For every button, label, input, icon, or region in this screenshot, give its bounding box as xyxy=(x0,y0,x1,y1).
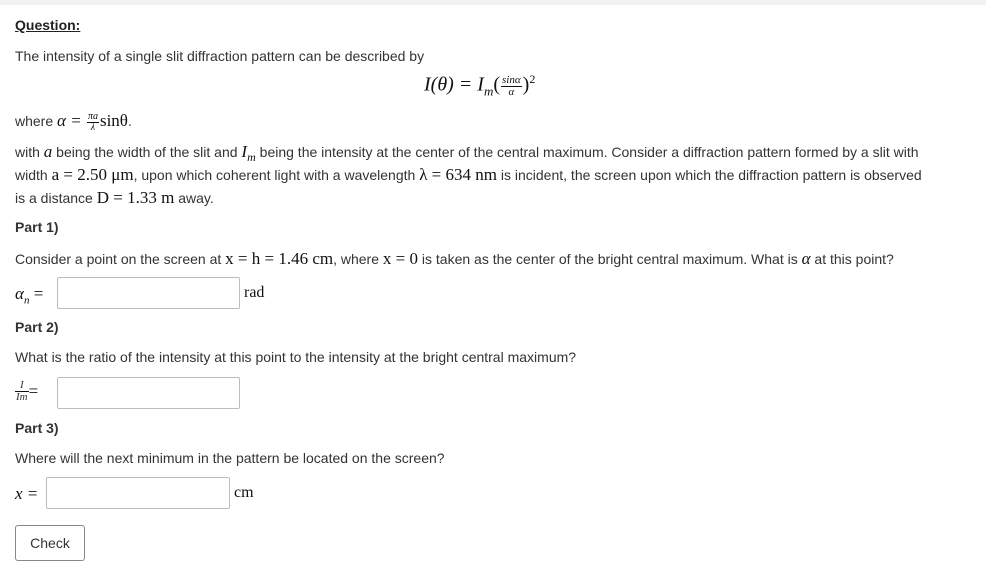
intensity-formula xyxy=(424,72,535,100)
text: width xyxy=(15,167,52,183)
part1-answer-input[interactable] xyxy=(57,277,240,309)
math-x-eq: x = h = 1.46 cm xyxy=(225,249,334,268)
math-im: I xyxy=(241,142,248,161)
where-num: πa xyxy=(87,110,98,122)
formula-exp: 2 xyxy=(529,72,536,86)
alpha-symbol: α xyxy=(15,284,24,303)
formula-sub: m xyxy=(483,83,494,99)
text: is taken as the center of the bright central maximum. What is xyxy=(418,251,802,267)
equals: = xyxy=(28,381,39,401)
part3-question: Where will the next minimum in the pattern be located on the screen? xyxy=(15,450,445,466)
part1-lhs xyxy=(15,284,43,306)
math-a-eq: a = 2.50 μm xyxy=(51,165,134,184)
formula-lhs: I(θ) = I xyxy=(424,73,484,96)
part1-question xyxy=(15,249,894,269)
formula-open: ( xyxy=(493,73,501,96)
ratio-den: Im xyxy=(16,391,28,403)
where-period: . xyxy=(127,113,132,129)
text: , upon which coherent light with a wavelength xyxy=(133,167,420,183)
where-fraction xyxy=(87,112,99,133)
part2-question: What is the ratio of the intensity at this point to the intensity at the bright central maximum? xyxy=(15,349,577,365)
where-alpha: α = xyxy=(57,111,86,130)
check-button[interactable]: Check xyxy=(15,525,85,561)
question-label: Question: xyxy=(15,17,81,33)
math-lambda-eq: λ = 634 nm xyxy=(419,165,497,184)
where-rest: sinθ xyxy=(99,111,128,130)
text: with xyxy=(15,144,44,160)
math-im-sub: m xyxy=(247,149,256,164)
math-x0: x = 0 xyxy=(382,249,418,268)
question-intro: The intensity of a single slit diffraction pattern can be described by xyxy=(15,48,425,64)
part3-unit: cm xyxy=(234,484,254,501)
text: is incident, the screen upon which the diffraction pattern is observed xyxy=(497,167,922,183)
text: being the intensity at the center of the central maximum. Consider a diffraction pattern formed by a slit with xyxy=(255,144,919,160)
ratio-num: I xyxy=(15,380,29,392)
text: Consider a point on the screen at xyxy=(15,251,226,267)
part3-answer-input[interactable] xyxy=(46,477,230,509)
formula-fraction xyxy=(501,75,522,98)
part3-title: Part 3) xyxy=(15,420,59,436)
ratio-fraction xyxy=(15,380,29,403)
math-alpha: α xyxy=(801,249,811,268)
para-line-3 xyxy=(15,188,214,208)
equals: = xyxy=(29,284,44,303)
math-d-eq: D = 1.33 m xyxy=(96,188,175,207)
text: , where xyxy=(333,251,383,267)
text: being the width of the slit and xyxy=(52,144,242,160)
text: at this point? xyxy=(810,251,894,267)
math-a: a xyxy=(43,142,53,161)
alpha-sub: n xyxy=(23,294,30,307)
text: is a distance xyxy=(15,190,97,206)
where-prefix: where xyxy=(15,113,58,129)
para-line-2 xyxy=(15,165,922,185)
part3-lhs: x = xyxy=(15,484,39,503)
where-line xyxy=(15,111,132,133)
text: away. xyxy=(174,190,214,206)
where-den: λ xyxy=(90,121,96,133)
formula-den: α xyxy=(508,85,515,98)
top-bar xyxy=(0,0,986,5)
formula-num: sinα xyxy=(502,73,521,86)
part2-title: Part 2) xyxy=(15,319,59,335)
para-line-1 xyxy=(15,142,919,165)
part1-title: Part 1) xyxy=(15,219,59,235)
part2-lhs xyxy=(15,380,38,403)
part1-unit: rad xyxy=(244,284,265,301)
part2-answer-input[interactable] xyxy=(57,377,240,409)
formula-close: ) xyxy=(522,73,530,96)
